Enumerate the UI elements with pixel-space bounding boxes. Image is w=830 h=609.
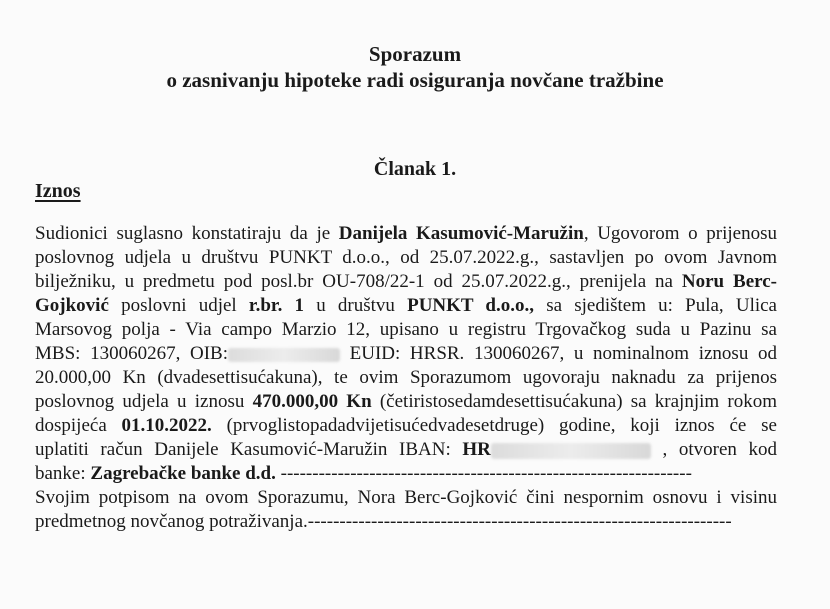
body-line-5: Marsovog polja - Via campo Marzio 12, upisano u registru Trgovačkog suda u Pazinu sa: [35, 319, 777, 340]
redacted-oib: [228, 348, 340, 362]
document-subtitle: o zasnivanju hipoteke radi osiguranja novčane tražbine: [166, 68, 664, 92]
body-line-9: dospijeća 01.10.2022. (prvoglistopadadvijetisućedvadesetdruge) godine, koji iznos će se: [35, 415, 777, 436]
article-number: Članak 1.: [373, 158, 457, 180]
body-line-4: Gojković poslovni udjel r.br. 1 u društvu PUNKT d.o.o., sa sjedištem u: Pula, Ulica: [35, 295, 777, 316]
document-title: Sporazum: [368, 42, 462, 66]
body-line-11: banke: Zagrebačke banke d.d. -----------------------------------------------------------------: [35, 463, 692, 484]
body-line-2: poslovnog udjela u društvu PUNKT d.o.o., od 25.07.2022.g., sastavljen po ovom Javnom: [35, 247, 777, 268]
body-line-13: predmetnog novčanog potraživanja.-------------------------------------------------------------------: [35, 511, 732, 532]
body-line-7: 20.000,00 Kn (dvadesettisućakuna), te ovim Sporazumom ugovoraju naknadu za prijenos: [35, 367, 777, 388]
body-line-10: uplatiti račun Danijele Kasumović-Maružin IBAN: HR , otvoren kod: [35, 439, 777, 460]
body-line-3: bilježniku, u predmetu pod posl.br OU-708/22-1 od 25.07.2022.g., prenijela na Noru Berc-: [35, 271, 777, 292]
body-line-6: MBS: 130060267, OIB: EUID: HRSR. 130060267, u nominalnom iznosu od: [35, 343, 777, 364]
body-line-1: Sudionici suglasno konstatiraju da je Danijela Kasumović-Maružin, Ugovorom o prijenosu: [35, 223, 777, 244]
body-line-11-dashes: -----------------------------------------------------------------: [275, 463, 692, 484]
body-line-12: Svojim potpisom na ovom Sporazumu, Nora Berc-Gojković čini nespornim osnovu i visinu: [35, 487, 777, 508]
section-heading: Iznos: [35, 180, 81, 202]
redacted-iban: [491, 443, 651, 459]
body-line-8: poslovnog udjela u iznosu 470.000,00 Kn (četiristosedamdesettisućakuna) sa krajnjim rokom: [35, 391, 777, 412]
